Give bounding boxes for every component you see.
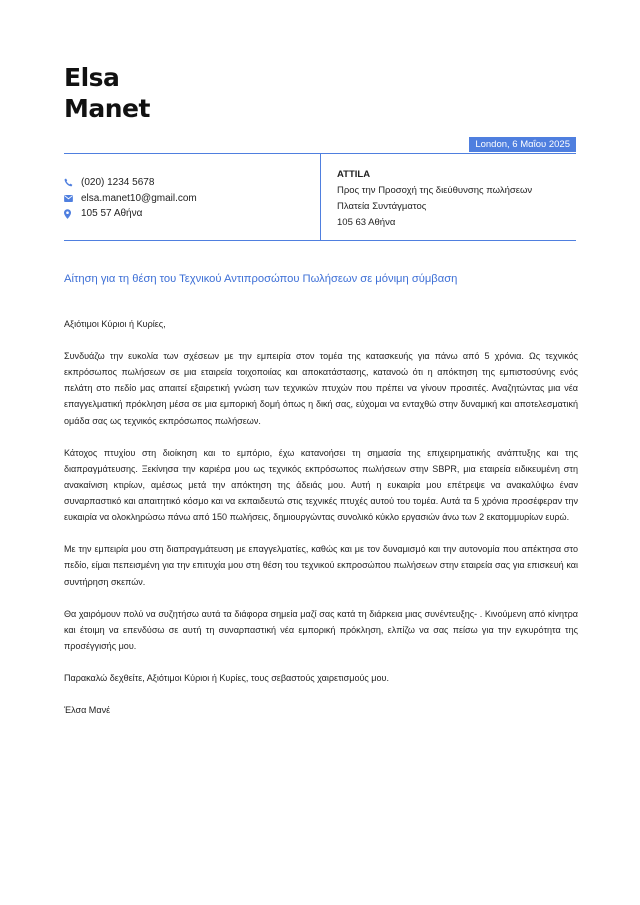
contact-address: 105 57 Αθήνα — [81, 208, 143, 220]
letter-paragraph: Συνδυάζω την ευκολία των σχέσεων με την εμπειρία στον τομέα της κατασκευής για πάνω από 5 χρόνια. Ως τεχνικός εκπρόσωπος πωλήσεων σε μια εταιρεία τοιχοποιίας και αποκατάστασης, κατανοώ ότι η απόκτηση της εμπιστοσύνης ενός πελάτη στο πεδίο μας απαιτεί εξαιρετική γνώση των τεχνικών πτυχών που πρέπει να γίνουν προσιτές. Αναζητώντας μια νέα επαγγελματική πρόκληση μέσα σε μια εμπορική δομή όπως η δική σας, εύχομαι να ενταχθώ στην δυναμική και αποτελεσματική ομάδα σας ως τεχνικός εκπρόσωπος πωλήσεων. — [64, 351, 578, 426]
contact-email[interactable]: elsa.manet10@gmail.com — [81, 192, 197, 204]
contact-email-row — [64, 191, 197, 207]
recipient-attention: Προς την Προσοχή της διεύθυνσης πωλήσεων — [337, 185, 533, 196]
letter-signature: Έλσα Μανέ — [64, 705, 111, 716]
sender-last-name: Manet — [64, 94, 150, 123]
letter-paragraph: Θα χαιρόμουν πολύ να συζητήσω αυτά τα διάφορα σημεία μαζί σας κατά τη διάρκεια μιας συνέντευξης- . Κινούμενη από κίνητρα και έτοιμη να επενδύσω σε αυτή τη συναρπαστική νέα εμπορική πρόκληση, ελπίζω να σας πείσω για την εγκυρότητα της προσέγγισής μου. — [64, 608, 578, 651]
letter-salutation: Αξιότιμοι Κύριοι ή Κυρίες, — [64, 319, 166, 329]
letter-paragraph: Κάτοχος πτυχίου στη διοίκηση και το εμπόριο, έχω κατανοήσει τη σημασία της επιχειρηματικής ανάπτυξης και της διαπραγμάτευσης. Ξεκίνησα την καριέρα μου ως τεχνικός εκπρόσωπος πωλήσεων στην SBPR, μια εταιρεία ειδικευμένη στη ανακαίνιση κτιρίων, αμέσως μετά την απόκτηση της άδειάς μου. Αυτή η ευκαιρία μου επέτρεψε να ανακαλύψω έναν συναρπαστικό και απαιτητικό κόσμο και να εκπαιδευτώ στις τεχνικές πτυχές αυτού του τομέα. Αυτά τα 5 χρόνια προσέφεραν την ευκαιρία να ολοκληρώσω πάνω από 150 πωλήσεις, δημιουργώντας συνολικό κύκλο εργασιών άνω των 2 εκατομμυρίων ευρώ. — [64, 447, 578, 523]
header-column-divider — [320, 153, 321, 240]
letter-subject: Αίτηση για τη θέση του Τεχνικού Αντιπροσώπου Πωλήσεων σε μόνιμη σύμβαση — [64, 273, 458, 285]
recipient-street: Πλατεία Συντάγματος — [337, 201, 427, 212]
recipient-city: 105 63 Αθήνα — [337, 217, 396, 228]
phone-icon — [64, 178, 81, 187]
contact-phone-row — [64, 175, 197, 191]
location-pin-icon — [64, 209, 81, 219]
sender-first-name: Elsa — [64, 63, 120, 92]
sender-name — [64, 62, 150, 124]
recipient-block — [337, 167, 532, 231]
date-badge: London, 6 Μαΐου 2025 — [469, 137, 576, 152]
letter-paragraph: Με την εμπειρία μου στη διαπραγμάτευση με επαγγελματίες, καθώς και με τον δυναμισμό και την αυτονομία που απέκτησα στο πεδίο, είμαι πεπεισμένη για την επιτυχία μου στη θέση του τεχνικού εκπροσώπου πωλήσεων στην εταιρεία σας για επισκευή και συντήρηση σκεπών. — [64, 544, 578, 587]
header-bottom-divider — [64, 240, 576, 241]
recipient-name: ATTILA — [337, 169, 371, 180]
letter-closing: Παρακαλώ δεχθείτε, Αξιότιμοι Κύριοι ή Κυρίες, τους σεβαστούς χαιρετισμούς μου. — [64, 673, 390, 684]
contact-phone: (020) 1234 5678 — [81, 177, 155, 189]
letter-body — [64, 316, 578, 734]
contact-address-row — [64, 206, 197, 222]
envelope-icon — [64, 195, 81, 202]
sender-contact-block — [64, 175, 197, 222]
